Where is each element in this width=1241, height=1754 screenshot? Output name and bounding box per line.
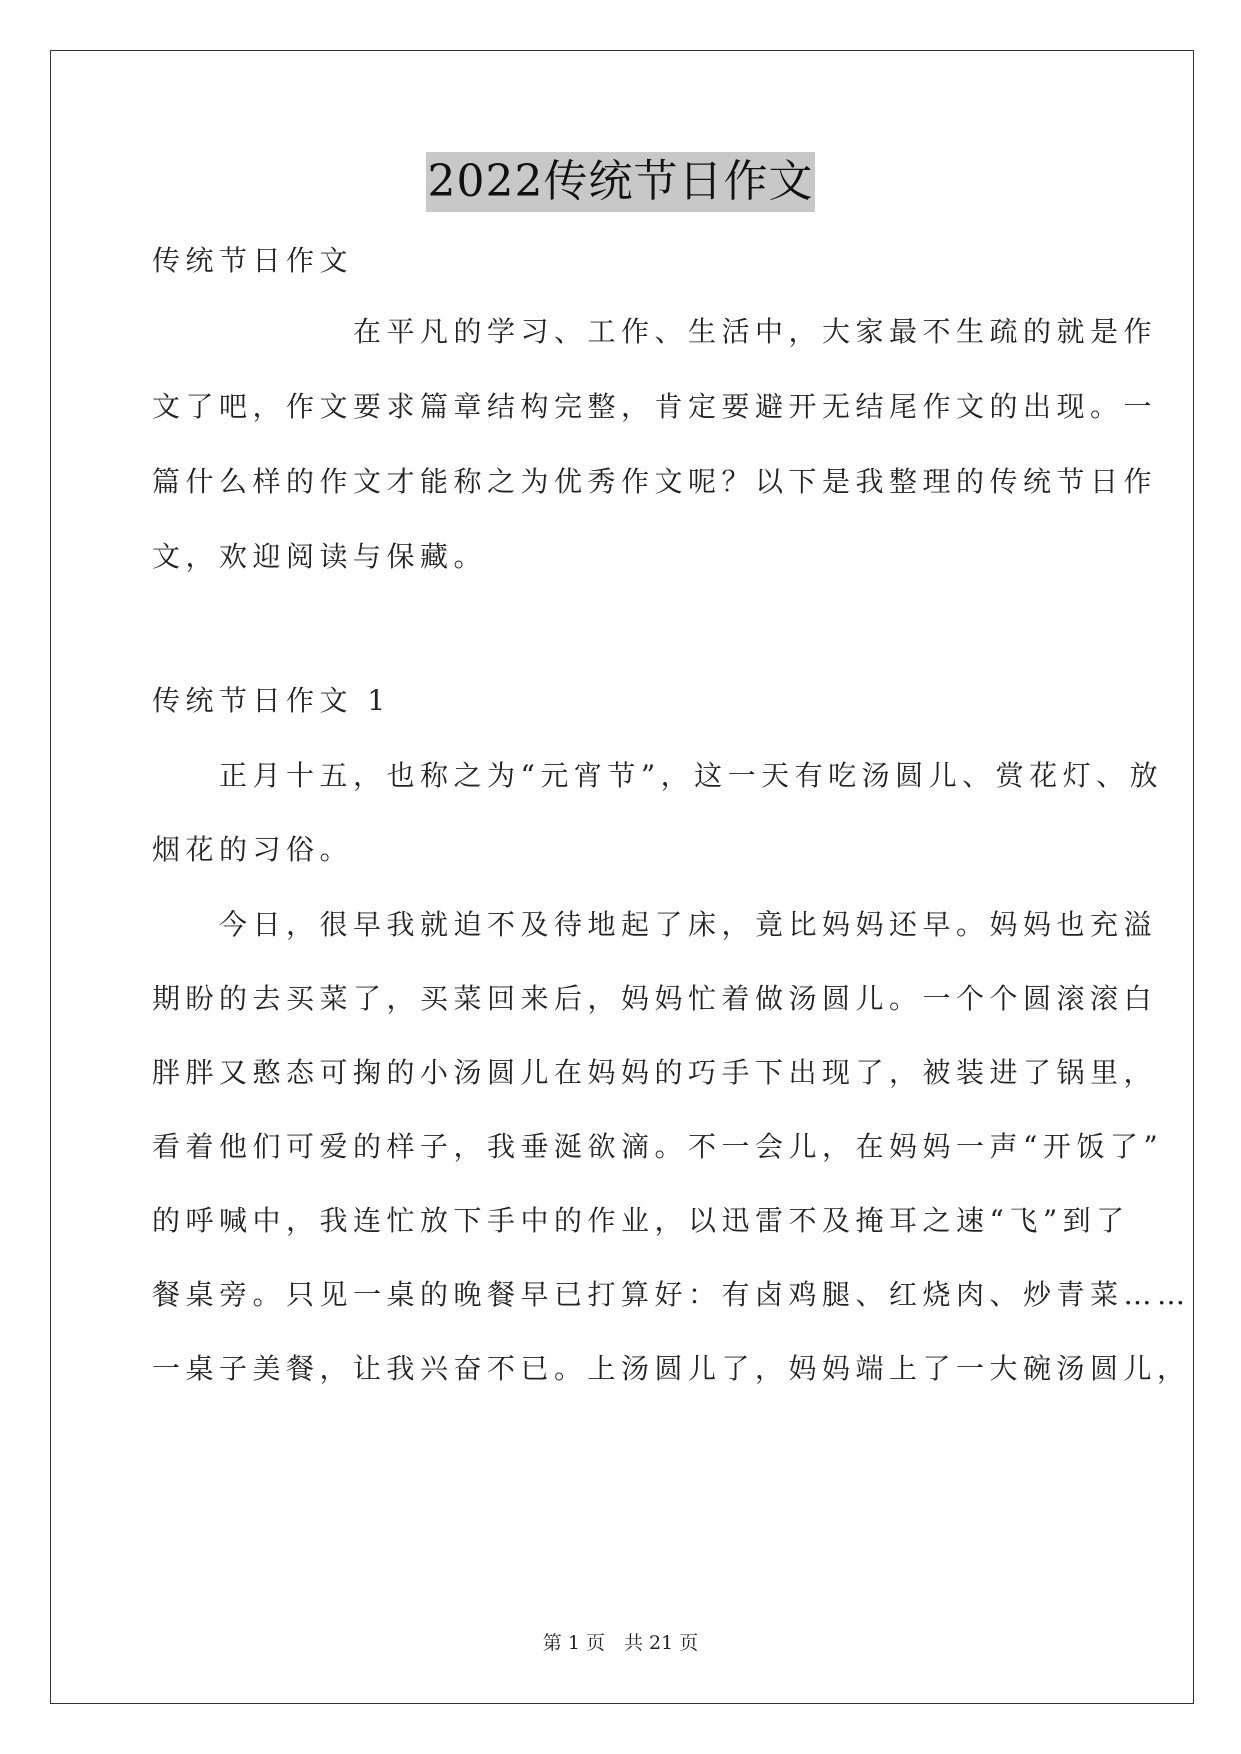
page-border — [50, 50, 1194, 1704]
intro-line-4: 文，欢迎阅读与保藏。 — [152, 540, 488, 573]
subheading: 传统节日作文 — [152, 244, 354, 277]
paragraph-2-line-3: 胖胖又憨态可掬的小汤圆儿在妈妈的巧手下出现了，被装进了锅里， — [152, 1056, 1158, 1089]
page-footer: 第 1 页 共 21 页 — [542, 1632, 699, 1654]
paragraph-1-line-1: 正月十五，也称之为“元宵节”，这一天有吃汤圆儿、赏花灯、放 — [152, 759, 1164, 792]
intro-line-1: 在平凡的学习、工作、生活中，大家最不生疏的就是作 — [152, 315, 1158, 348]
paragraph-2-line-5: 的呼喊中，我连忙放下手中的作业，以迅雷不及掩耳之速“飞”到了 — [152, 1204, 1130, 1237]
paragraph-2-line-4: 看着他们可爱的样子，我垂涎欲滴。不一会儿，在妈妈一声“开饭了” — [152, 1130, 1164, 1163]
intro-line-2: 文了吧，作文要求篇章结构完整，肯定要避开无结尾作文的出现。一 — [152, 390, 1158, 423]
paragraph-2-line-2: 期盼的去买菜了，买菜回来后，妈妈忙着做汤圆儿。一个个圆滚滚白 — [152, 982, 1158, 1015]
title-container — [0, 152, 1241, 212]
section-heading-1: 传统节日作文 1 — [152, 684, 391, 717]
document-title: 2022传统节日作文 — [426, 152, 816, 212]
paragraph-2-line-1: 今日，很早我就迫不及待地起了床，竟比妈妈还早。妈妈也充溢 — [152, 908, 1158, 941]
paragraph-1-line-2: 烟花的习俗。 — [152, 833, 354, 866]
intro-line-3: 篇什么样的作文才能称之为优秀作文呢？以下是我整理的传统节日作 — [152, 465, 1158, 498]
paragraph-2-line-6: 餐桌旁。只见一桌的晚餐早已打算好：有卤鸡腿、红烧肉、炒青菜…… — [152, 1278, 1191, 1311]
paragraph-2-line-7: 一桌子美餐，让我兴奋不已。上汤圆儿了，妈妈端上了一大碗汤圆儿， — [152, 1352, 1191, 1385]
